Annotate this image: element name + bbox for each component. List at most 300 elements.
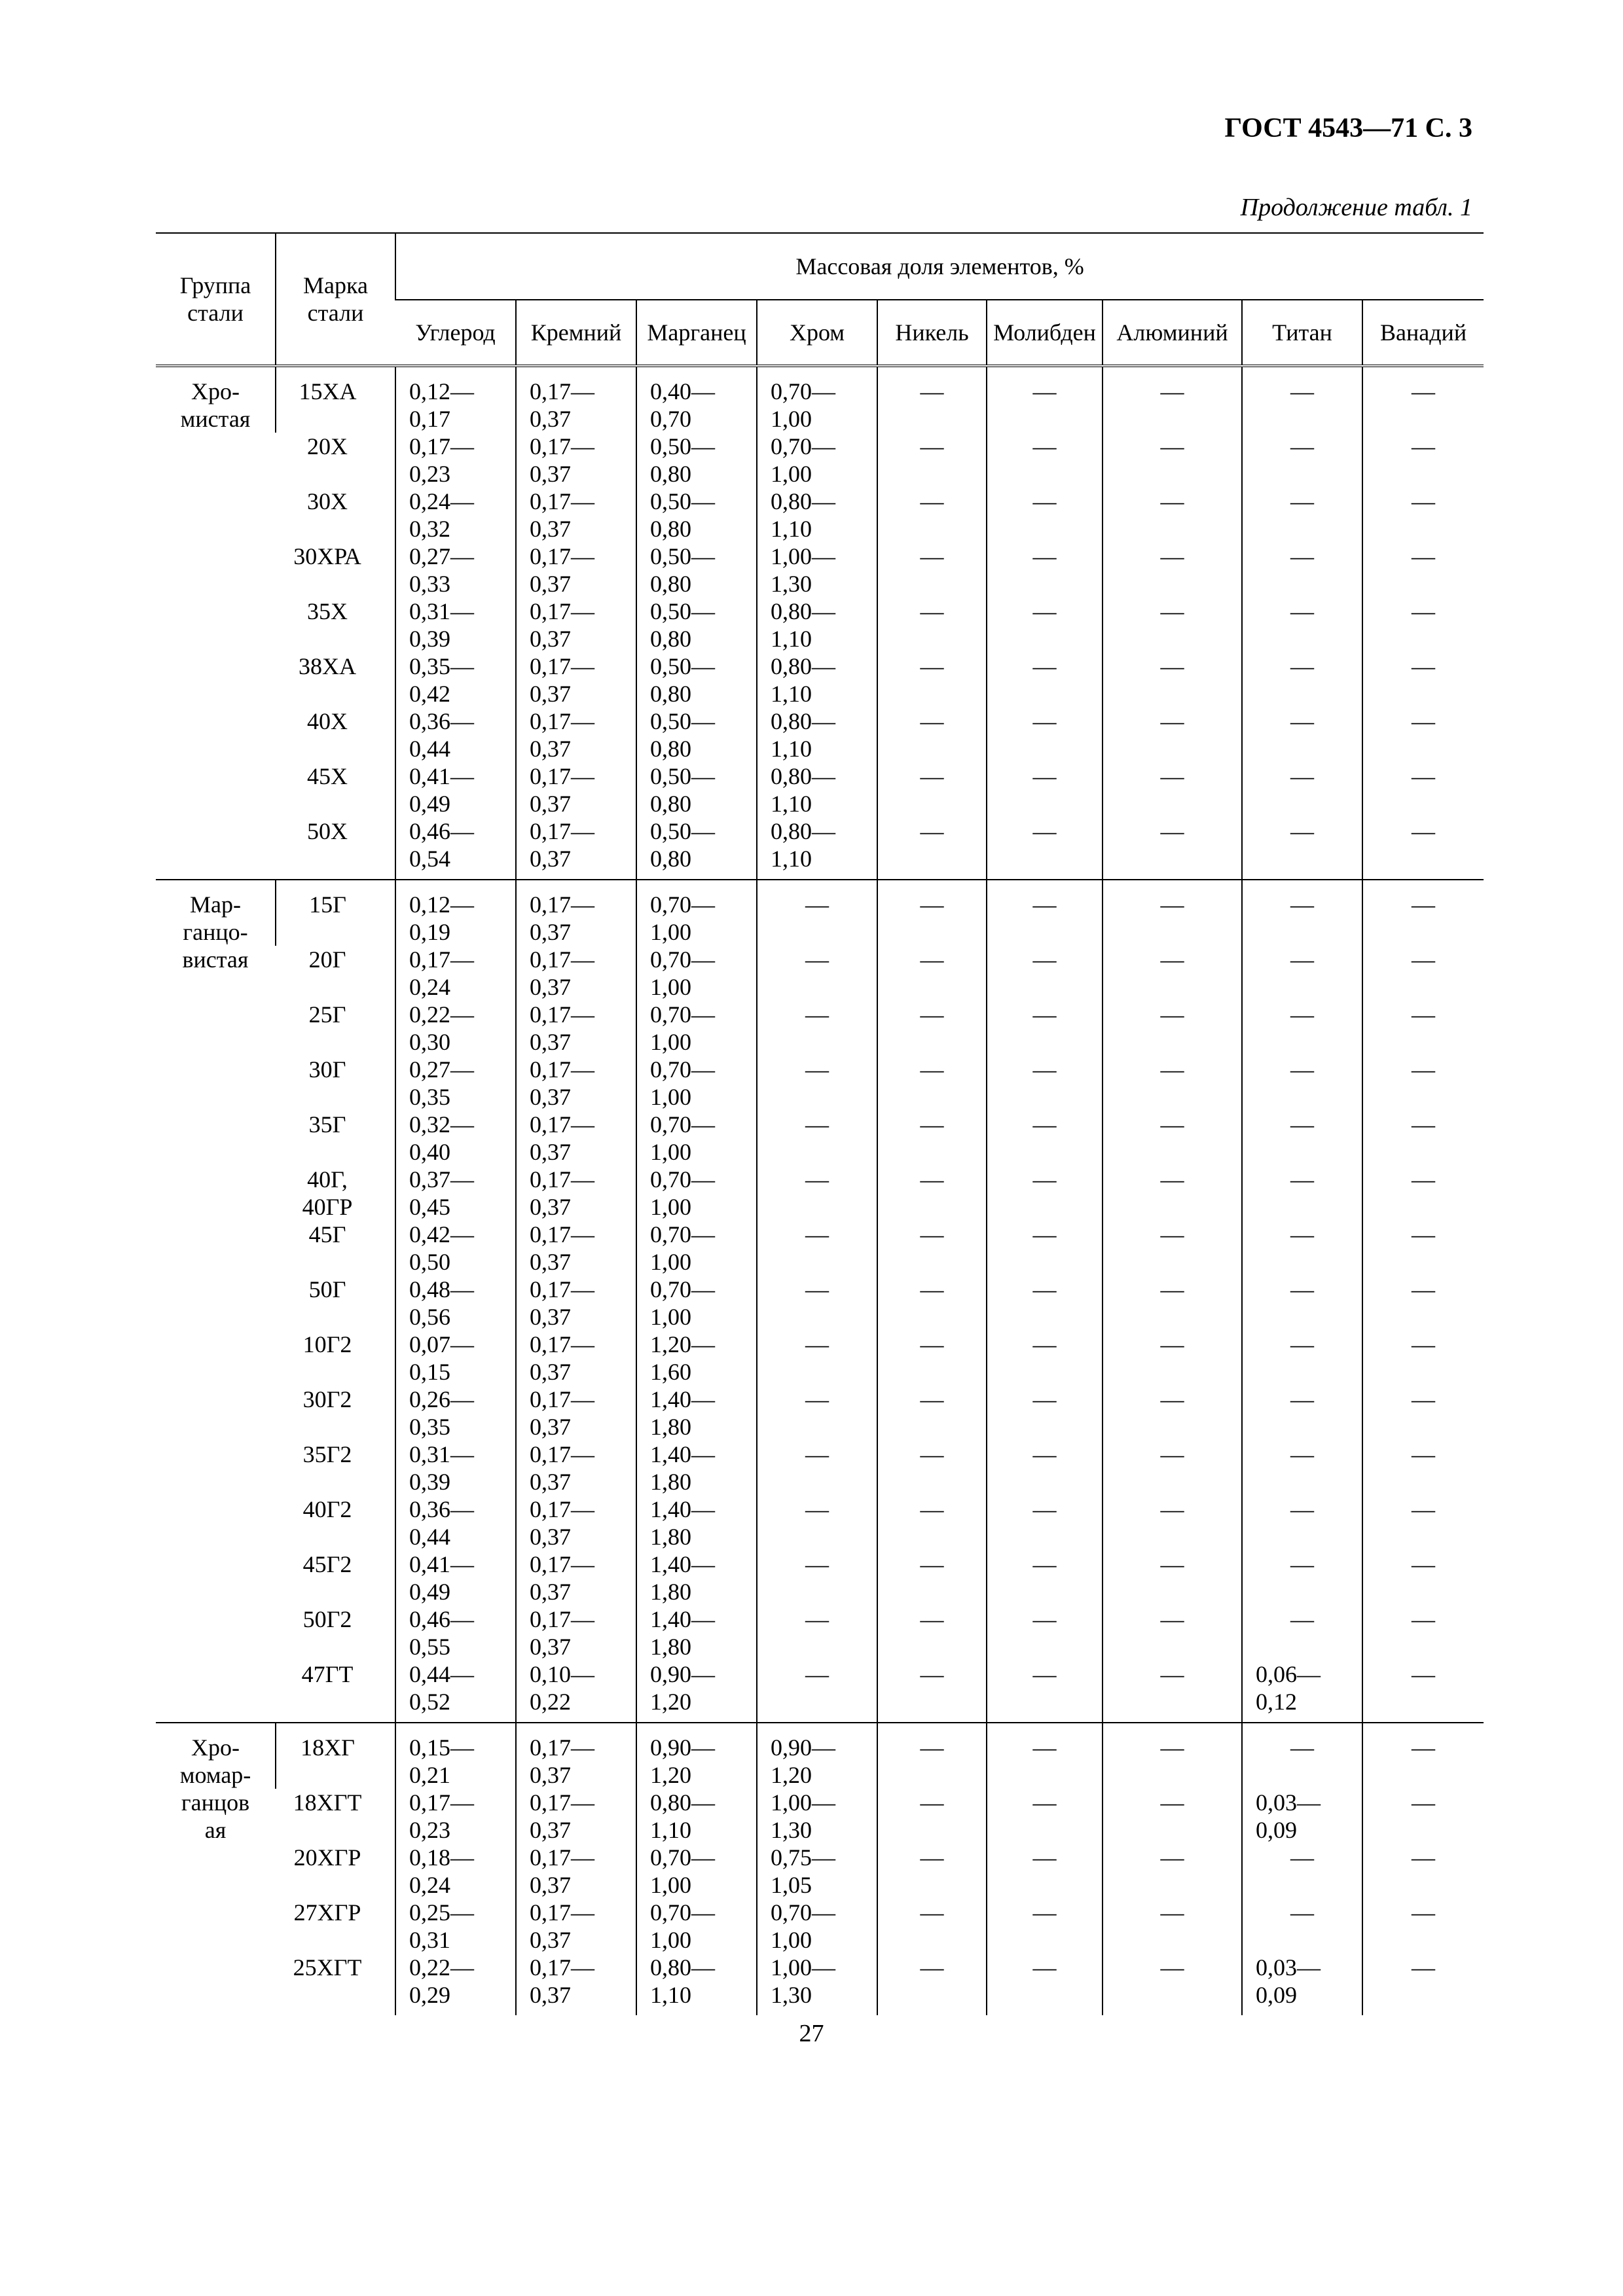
composition-cell: — [1242,543,1362,598]
composition-cell: — [877,1331,987,1386]
steel-grade: 50Х [307,818,348,844]
steel-grade: 35Г2 [302,1441,352,1467]
composition-cell: — [987,1723,1103,1789]
composition-cell: — [987,1386,1103,1441]
composition-cell: 0,80— 1,10 [757,653,877,708]
composition-cell: 0,50— 0,80 [636,543,757,598]
composition-cell: 1,40— 1,80 [636,1551,757,1605]
table-row [156,488,1484,543]
composition-cell: 0,90— 1,20 [636,1723,757,1789]
composition-cell: 0,17— 0,37 [516,1441,636,1496]
composition-cell: 0,07— 0,15 [395,1331,516,1386]
composition-cell: — [1103,1111,1242,1166]
composition-cell: — [1242,1111,1362,1166]
composition-cell: — [1362,543,1484,598]
composition-cell: — [877,1551,987,1605]
table-row [156,817,1484,880]
composition-cell: — [1242,1331,1362,1386]
composition-cell: — [1362,1789,1484,1844]
composition-cell: — [877,762,987,817]
steel-grade: 10Г2 [302,1331,352,1357]
table-row [156,762,1484,817]
table-continuation-note: Продолжение табл. 1 [1240,194,1472,221]
composition-cell: — [987,366,1103,433]
composition-cell: 0,70— 1,00 [757,366,877,433]
composition-cell: — [987,1605,1103,1660]
composition-cell: — [1362,1551,1484,1605]
composition-cell: 1,40— 1,80 [636,1605,757,1660]
composition-cell: — [1103,1276,1242,1331]
composition-cell: — [987,1551,1103,1605]
composition-cell: — [1362,1056,1484,1111]
composition-cell: — [1362,1111,1484,1166]
table-row [156,1331,1484,1386]
composition-cell: — [987,1166,1103,1221]
composition-cell: 1,00— 1,30 [757,1954,877,2015]
steel-grade: 25ХГТ [293,1954,362,1981]
composition-cell: 0,75— 1,05 [757,1844,877,1899]
steel-grade: 20ХГР [293,1844,361,1871]
table-row [156,1056,1484,1111]
table-row [156,946,1484,1001]
steel-grade: 47ГТ [301,1661,354,1687]
composition-cell: 0,17— 0,37 [516,1723,636,1789]
composition-cell: 0,25— 0,31 [395,1899,516,1954]
composition-cell: — [987,1496,1103,1551]
composition-cell: 0,17— 0,24 [395,946,516,1001]
composition-cell: — [1103,1605,1242,1660]
steel-grade: 30Х [307,488,348,514]
composition-cell: — [1242,366,1362,433]
composition-cell: 0,17— 0,37 [516,817,636,880]
composition-cell: 0,70— 1,00 [636,1111,757,1166]
composition-cell: 0,31— 0,39 [395,598,516,653]
composition-cell: — [1242,880,1362,946]
composition-cell: 0,50— 0,80 [636,653,757,708]
composition-cell: 0,50— 0,80 [636,598,757,653]
composition-cell: 0,46— 0,54 [395,817,516,880]
composition-cell: — [877,1221,987,1276]
composition-cell: 0,40— 0,70 [636,366,757,433]
composition-cell: 0,31— 0,39 [395,1441,516,1496]
table-row [156,1001,1484,1056]
steel-grade: 18ХГТ [293,1789,362,1816]
composition-cell: 1,00— 1,30 [757,543,877,598]
table-row [156,1844,1484,1899]
table-row [156,1441,1484,1496]
composition-cell: — [1362,946,1484,1001]
composition-cell: — [877,1111,987,1166]
composition-cell: 0,27— 0,35 [395,1056,516,1111]
composition-table-container [156,232,1470,2015]
composition-cell: 0,50— 0,80 [636,433,757,488]
composition-cell: — [1103,708,1242,762]
composition-cell: — [1242,1166,1362,1221]
composition-cell: — [877,1605,987,1660]
composition-cell: — [877,1496,987,1551]
table-row [156,1723,1484,1789]
composition-cell: — [987,1331,1103,1386]
steel-grade: 30ХРА [293,543,361,569]
composition-cell: — [1242,1386,1362,1441]
composition-cell: — [877,1723,987,1789]
composition-cell: 0,70— 1,00 [636,1899,757,1954]
steel-grade: 45Х [307,763,348,789]
composition-cell: — [757,1166,877,1221]
composition-cell: 0,80— 1,10 [757,817,877,880]
composition-cell: — [877,708,987,762]
composition-cell: — [877,1899,987,1954]
steel-grade: 35Х [307,598,348,624]
composition-cell: — [1362,762,1484,817]
composition-cell: — [1362,1276,1484,1331]
table-row [156,543,1484,598]
composition-cell: 0,17— 0,37 [516,433,636,488]
composition-cell: — [987,1660,1103,1723]
composition-cell: 0,17— 0,37 [516,1056,636,1111]
composition-cell: 0,80— 1,10 [636,1954,757,2015]
composition-cell: 0,70— 1,00 [757,1899,877,1954]
composition-cell: — [757,880,877,946]
table-row [156,1166,1484,1221]
composition-cell: — [1103,1001,1242,1056]
composition-cell: — [757,1496,877,1551]
composition-cell: — [1362,1001,1484,1056]
composition-cell: — [877,880,987,946]
element-header: Молибден [987,300,1103,366]
steel-group-name: Хро- момар- ганцов ая [179,1734,251,1843]
composition-cell: 0,15— 0,21 [395,1723,516,1789]
group-column-header: Группа стали [156,233,276,366]
steel-grade: 20Г [308,946,346,973]
table-row [156,1276,1484,1331]
composition-cell: — [757,1605,877,1660]
composition-cell: 0,70— 1,00 [636,1056,757,1111]
composition-cell: 0,24— 0,32 [395,488,516,543]
composition-cell: 0,50— 0,80 [636,708,757,762]
steel-group-section [156,1723,1484,2015]
composition-cell: 0,32— 0,40 [395,1111,516,1166]
document-reference: ГОСТ 4543—71 С. 3 [1224,113,1472,143]
composition-cell: — [877,1789,987,1844]
steel-group-section [156,366,1484,880]
composition-cell: 0,18— 0,24 [395,1844,516,1899]
composition-cell: 0,35— 0,42 [395,653,516,708]
composition-cell: 0,12— 0,17 [395,366,516,433]
composition-cell: — [1103,1386,1242,1441]
composition-cell: 0,17— 0,37 [516,488,636,543]
composition-cell: — [987,1844,1103,1899]
steel-grade: 45Г [308,1221,346,1247]
composition-cell: — [1242,488,1362,543]
composition-cell: — [1242,1001,1362,1056]
composition-cell: — [1362,1605,1484,1660]
composition-cell: 0,27— 0,33 [395,543,516,598]
composition-cell: 0,22— 0,29 [395,1954,516,2015]
composition-cell: — [1103,1221,1242,1276]
composition-cell: — [757,1221,877,1276]
composition-cell: 0,17— 0,37 [516,366,636,433]
composition-cell: 0,17— 0,37 [516,653,636,708]
composition-cell: — [1242,598,1362,653]
composition-cell: 0,17— 0,37 [516,1276,636,1331]
composition-cell: 0,80— 1,10 [757,708,877,762]
composition-cell: 0,10— 0,22 [516,1660,636,1723]
composition-cell: 0,70— 1,00 [636,1166,757,1221]
composition-cell: — [877,653,987,708]
composition-cell: 1,40— 1,80 [636,1441,757,1496]
composition-cell: — [987,708,1103,762]
composition-cell: — [1242,1441,1362,1496]
composition-cell: 0,17— 0,37 [516,1844,636,1899]
composition-cell: 0,17— 0,37 [516,1899,636,1954]
composition-cell: — [987,598,1103,653]
grade-column-header: Марка стали [276,233,395,366]
composition-cell: — [1103,1056,1242,1111]
composition-cell: 0,50— 0,80 [636,488,757,543]
composition-cell: 0,90— 1,20 [757,1723,877,1789]
composition-cell: — [987,1276,1103,1331]
steel-grade: 30Г2 [302,1386,352,1412]
composition-cell: 0,17— 0,37 [516,1166,636,1221]
steel-grade: 50Г [308,1276,346,1302]
composition-cell: — [877,598,987,653]
composition-cell: 1,40— 1,80 [636,1496,757,1551]
steel-group-name: Хро- мистая [180,378,251,432]
composition-cell: 0,80— 1,10 [636,1789,757,1844]
composition-cell: — [987,880,1103,946]
composition-cell: — [1242,708,1362,762]
composition-cell: 0,80— 1,10 [757,488,877,543]
composition-cell: — [987,653,1103,708]
composition-cell: 0,17— 0,23 [395,1789,516,1844]
steel-grade: 40Г, 40ГР [302,1166,353,1220]
element-header: Алюминий [1103,300,1242,366]
composition-cell: — [1103,762,1242,817]
composition-cell: — [1242,817,1362,880]
composition-cell: 0,70— 1,00 [636,880,757,946]
composition-cell: — [877,1954,987,2015]
composition-cell: — [1362,1386,1484,1441]
table-row [156,708,1484,762]
composition-cell: — [1362,598,1484,653]
element-header: Титан [1242,300,1362,366]
composition-cell: — [987,1001,1103,1056]
composition-cell: — [987,1221,1103,1276]
composition-cell: — [987,946,1103,1001]
composition-cell: — [1103,1844,1242,1899]
composition-cell: 0,48— 0,56 [395,1276,516,1331]
table-row [156,1660,1484,1723]
composition-cell: — [987,762,1103,817]
composition-cell: — [1362,880,1484,946]
composition-cell: — [1103,1441,1242,1496]
element-header: Углерод [395,300,516,366]
composition-cell: 0,17— 0,37 [516,1496,636,1551]
composition-cell: — [1362,1166,1484,1221]
composition-cell: — [1103,543,1242,598]
composition-cell: 0,50— 0,80 [636,817,757,880]
composition-cell: 0,80— 1,10 [757,762,877,817]
steel-grade: 20Х [307,433,348,459]
composition-cell: 0,26— 0,35 [395,1386,516,1441]
table-row [156,433,1484,488]
composition-cell: — [987,543,1103,598]
composition-cell: — [1103,488,1242,543]
composition-cell: — [987,1899,1103,1954]
composition-cell: 0,42— 0,50 [395,1221,516,1276]
composition-cell: — [1362,1844,1484,1899]
composition-cell: — [1242,433,1362,488]
composition-cell: 0,17— 0,37 [516,1954,636,2015]
composition-cell: 0,70— 1,00 [636,1276,757,1331]
composition-cell: 0,06— 0,12 [1242,1660,1362,1723]
chemical-composition-table [156,232,1484,2015]
composition-cell: — [1362,488,1484,543]
composition-cell: 0,90— 1,20 [636,1660,757,1723]
composition-cell: — [1242,1276,1362,1331]
element-header: Ванадий [1362,300,1484,366]
table-row [156,598,1484,653]
composition-cell: 0,17— 0,37 [516,1551,636,1605]
composition-cell: — [987,1111,1103,1166]
element-header: Хром [757,300,877,366]
composition-cell: — [757,1660,877,1723]
steel-grade: 35Г [308,1111,346,1138]
composition-cell: 0,17— 0,37 [516,1789,636,1844]
composition-cell: — [1103,1899,1242,1954]
composition-cell: — [1103,1496,1242,1551]
composition-cell: 0,41— 0,49 [395,1551,516,1605]
composition-cell: 0,17— 0,37 [516,598,636,653]
composition-cell: — [1103,433,1242,488]
composition-cell: — [877,1441,987,1496]
composition-cell: 0,36— 0,44 [395,708,516,762]
steel-grade: 45Г2 [302,1551,352,1577]
composition-cell: — [1103,366,1242,433]
table-row [156,653,1484,708]
composition-cell: — [1242,1844,1362,1899]
composition-cell: — [877,1001,987,1056]
composition-cell: — [1362,1496,1484,1551]
composition-cell: 0,17— 0,37 [516,1605,636,1660]
steel-grade: 18ХГ [276,1723,395,1789]
composition-cell: — [1362,1954,1484,2015]
composition-cell: 0,17— 0,23 [395,433,516,488]
composition-cell: — [1362,1660,1484,1723]
composition-cell: 0,17— 0,37 [516,543,636,598]
composition-cell: — [757,1111,877,1166]
composition-cell: — [877,543,987,598]
composition-cell: — [1362,1331,1484,1386]
composition-cell: — [757,1386,877,1441]
composition-cell: — [987,488,1103,543]
composition-cell: — [1103,1954,1242,2015]
composition-cell: 0,80— 1,10 [757,598,877,653]
composition-cell: — [757,1056,877,1111]
composition-cell: — [987,433,1103,488]
element-header: Марганец [636,300,757,366]
composition-cell: — [987,1954,1103,2015]
composition-cell: 0,37— 0,45 [395,1166,516,1221]
composition-cell: 0,17— 0,37 [516,1111,636,1166]
composition-cell: 0,17— 0,37 [516,880,636,946]
composition-cell: — [1103,653,1242,708]
composition-cell: — [877,488,987,543]
composition-cell: 0,36— 0,44 [395,1496,516,1551]
table-row [156,1496,1484,1551]
steel-group-section [156,880,1484,1723]
table-row [156,880,1484,946]
composition-cell: — [1242,1551,1362,1605]
composition-cell: — [987,1056,1103,1111]
table-row [156,1386,1484,1441]
steel-grade: 15ХА [276,366,395,433]
composition-cell: — [1242,653,1362,708]
table-row [156,1605,1484,1660]
composition-cell: — [1242,1899,1362,1954]
elements-column-header: Массовая доля элементов, % [395,233,1484,300]
composition-cell: — [1242,1496,1362,1551]
composition-cell: — [877,1056,987,1111]
composition-cell: — [877,946,987,1001]
table-row [156,1789,1484,1844]
table-row [156,1954,1484,2015]
composition-cell: — [877,433,987,488]
composition-cell: — [1362,1221,1484,1276]
composition-cell: 0,70— 1,00 [757,433,877,488]
composition-cell: — [1362,1899,1484,1954]
composition-cell: — [1242,1056,1362,1111]
composition-cell: — [1103,1723,1242,1789]
composition-cell: 0,70— 1,00 [636,1221,757,1276]
composition-cell: 0,17— 0,37 [516,1221,636,1276]
composition-cell: 1,40— 1,80 [636,1386,757,1441]
composition-cell: — [1362,366,1484,433]
composition-cell: 0,70— 1,00 [636,946,757,1001]
steel-grade: 50Г2 [302,1606,352,1632]
steel-grade: 15Г [276,880,395,946]
composition-cell: 0,17— 0,37 [516,762,636,817]
composition-cell: — [1242,946,1362,1001]
composition-cell: — [757,1001,877,1056]
steel-grade: 40Х [307,708,348,734]
composition-cell: 0,22— 0,30 [395,1001,516,1056]
composition-cell: — [987,1441,1103,1496]
composition-cell: — [1103,1166,1242,1221]
composition-cell: — [1103,1331,1242,1386]
composition-cell: 0,03— 0,09 [1242,1789,1362,1844]
composition-cell: — [877,1166,987,1221]
steel-grade: 25Г [308,1001,346,1028]
steel-grade: 38ХА [299,653,356,679]
composition-cell: — [877,1386,987,1441]
composition-cell: — [1362,1441,1484,1496]
table-row [156,366,1484,433]
composition-cell: 0,17— 0,37 [516,1001,636,1056]
composition-cell: — [987,817,1103,880]
steel-grade: 40Г2 [302,1496,352,1522]
element-header: Никель [877,300,987,366]
composition-cell: — [1242,1221,1362,1276]
composition-cell: — [757,1441,877,1496]
steel-group-name: Мар- ганцо- вистая [182,891,249,973]
composition-cell: — [1362,653,1484,708]
composition-cell: — [757,1276,877,1331]
composition-cell: — [877,1660,987,1723]
composition-cell: — [877,1844,987,1899]
composition-cell: 0,41— 0,49 [395,762,516,817]
